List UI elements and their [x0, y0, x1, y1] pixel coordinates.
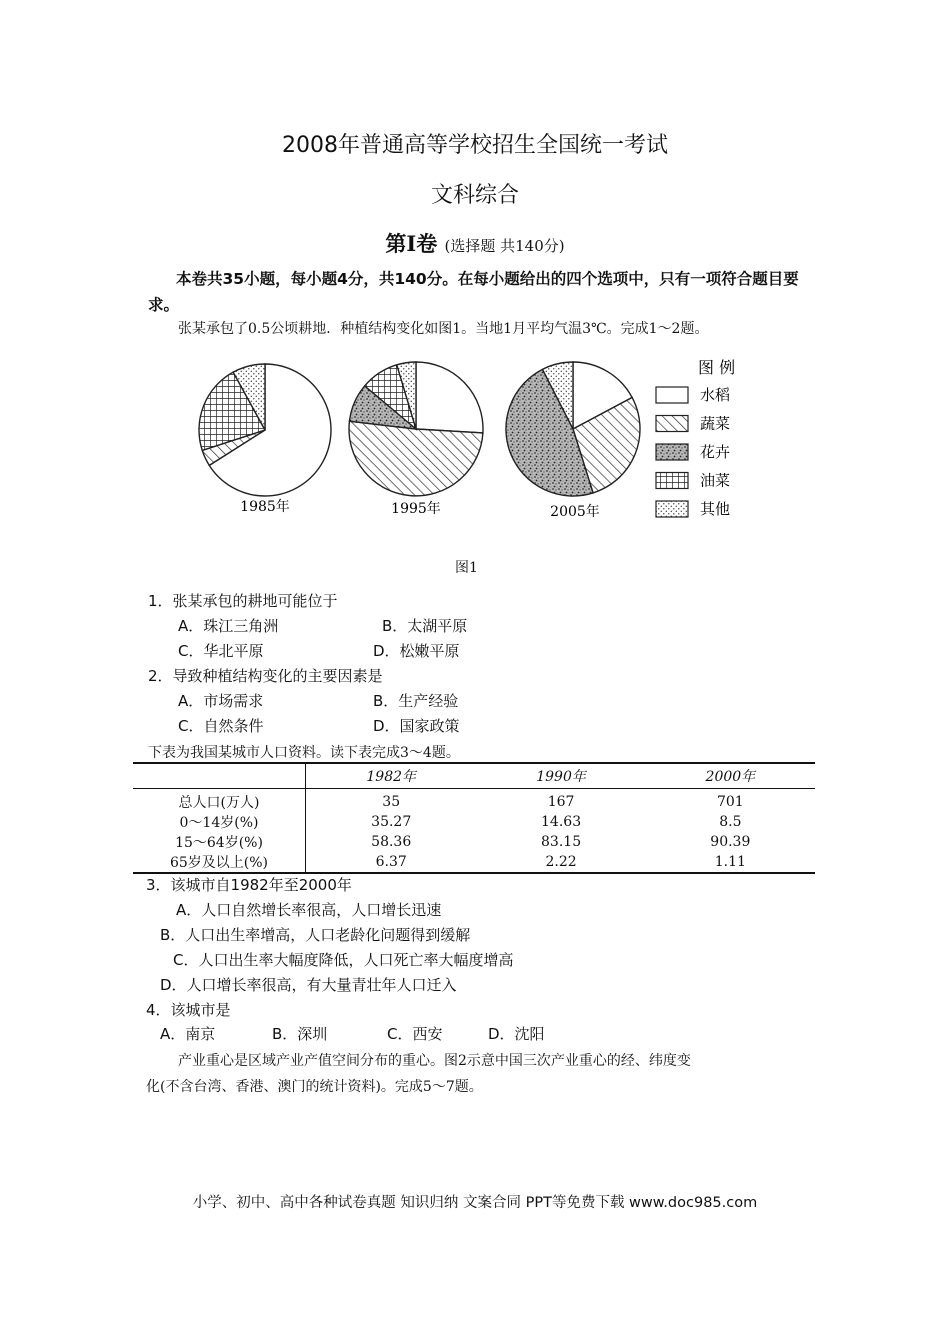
- table-cell: 58.36: [371, 834, 412, 850]
- figure-1-caption: 图1: [455, 560, 478, 576]
- table-header-1990: 1990年: [476, 763, 645, 789]
- row-label: 总人口(万人): [133, 789, 306, 813]
- legend-swatch-rice: [656, 387, 688, 403]
- table-row: [133, 832, 815, 852]
- row-label: 65岁及以上(%): [133, 852, 306, 873]
- table-header-1982: 1982年: [306, 763, 477, 789]
- q3-option-d: D．人口增长率很高，有大量青壮年人口迁入: [160, 976, 457, 994]
- table-cell: 8.5: [719, 814, 742, 830]
- q4-option-d: D．沈阳: [488, 1025, 545, 1043]
- legend-swatch-other: [656, 501, 688, 517]
- q1-option-c: C．华北平原: [178, 642, 264, 660]
- q2-option-d: D．国家政策: [373, 717, 460, 735]
- exam-subtitle: 文科综合: [430, 183, 519, 208]
- table-cell: 1.11: [646, 852, 815, 873]
- table-cell: 35.27: [371, 814, 412, 830]
- intro-q3-4: 下表为我国某城市人口资料。读下表完成3～4题。: [148, 745, 460, 761]
- page-footer: 小学、初中、高中各种试卷真题 知识归纳 文案合同 PPT等免费下载 www.doc985.com: [192, 1195, 758, 1211]
- q3-option-b: B．人口出生率增高，人口老龄化问题得到缓解: [160, 926, 471, 944]
- intro-q1-2: 张某承包了0.5公顷耕地．种植结构变化如图1。当地1月平均气温3℃。完成1～2题。: [178, 321, 709, 337]
- table-cell: 90.39: [710, 834, 751, 850]
- legend-label-flower: 花卉: [700, 443, 731, 461]
- pie-label-1995: 1995年: [391, 501, 441, 517]
- table-header-2000: 2000年: [646, 763, 815, 789]
- q3-option-c: C．人口出生率大幅度降低，人口死亡率大幅度增高: [173, 951, 514, 969]
- q4-option-c: C．西安: [387, 1025, 443, 1043]
- table-cell: 2.22: [476, 852, 645, 873]
- section-heading: [0, 228, 950, 258]
- q3-stem: 3．该城市自1982年至2000年: [146, 876, 352, 894]
- q3-option-a: A．人口自然增长率很高，人口增长迅速: [176, 901, 442, 919]
- q1-option-b: B．太湖平原: [382, 617, 468, 635]
- table-header-row: [133, 763, 815, 789]
- intro-q5-7-line1: 产业重心是区域产业产值空间分布的重心。图2示意中国三次产业重心的经、纬度变: [178, 1053, 691, 1069]
- table-cell: 167: [547, 794, 575, 810]
- q1-stem: 1．张某承包的耕地可能位于: [148, 592, 338, 610]
- table-row: [133, 852, 815, 873]
- q2-stem: 2．导致种植结构变化的主要因素是: [148, 667, 383, 685]
- legend-label-rapeseed: 油菜: [700, 471, 731, 490]
- legend-swatch-flower: [656, 444, 688, 460]
- legend-label-other: 其他: [700, 500, 731, 518]
- legend-label-rice: 水稻: [700, 386, 731, 404]
- legend-label-vegetable: 蔬菜: [700, 414, 731, 433]
- table-cell: 6.37: [306, 852, 477, 873]
- section-name: 第Ⅰ卷: [385, 231, 438, 256]
- q2-option-c: C．自然条件: [178, 717, 264, 735]
- q1-option-d: D．松嫩平原: [373, 642, 460, 660]
- row-label: 15～64岁(%): [133, 832, 306, 852]
- q4-stem: 4．该城市是: [146, 1001, 231, 1019]
- exam-title: 2008年普通高等学校招生全国统一考试: [282, 133, 668, 158]
- table-cell: 14.63: [541, 814, 582, 830]
- q2-option-a: A．市场需求: [178, 692, 264, 710]
- legend-swatch-vegetable: [656, 416, 688, 432]
- pie-label-1985: 1985年: [240, 499, 290, 515]
- table-cell: 701: [716, 794, 744, 810]
- pie-slice-1995-rice: [416, 362, 483, 433]
- table-row: [133, 789, 815, 813]
- q2-option-b: B．生产经验: [373, 692, 459, 710]
- legend-swatch-rapeseed: [656, 473, 688, 489]
- q1-option-a: A．珠江三角洲: [178, 617, 279, 635]
- table-cell: 35: [382, 794, 401, 810]
- q4-option-a: A．南京: [160, 1025, 216, 1043]
- pie-slice-1995-vegetable: [349, 421, 483, 496]
- q4-option-b: B．深圳: [272, 1025, 328, 1043]
- pie-label-2005: 2005年: [550, 504, 600, 520]
- table-header-empty: [133, 763, 306, 789]
- intro-q5-7-line2: 化(不含台湾、香港、澳门的统计资料)。完成5～7题。: [146, 1079, 483, 1095]
- table-row: [133, 812, 815, 832]
- row-label: 0～14岁(%): [133, 812, 306, 832]
- table-cell: 83.15: [541, 834, 582, 850]
- legend-title: 图 例: [698, 358, 736, 377]
- population-table: [133, 762, 815, 874]
- figure-1-pie-charts: [180, 350, 780, 540]
- section-note: (选择题 共140分): [444, 237, 565, 255]
- instructions: 本卷共35小题，每小题4分，共140分。在每小题给出的四个选项中，只有一项符合题目要求。: [148, 270, 799, 314]
